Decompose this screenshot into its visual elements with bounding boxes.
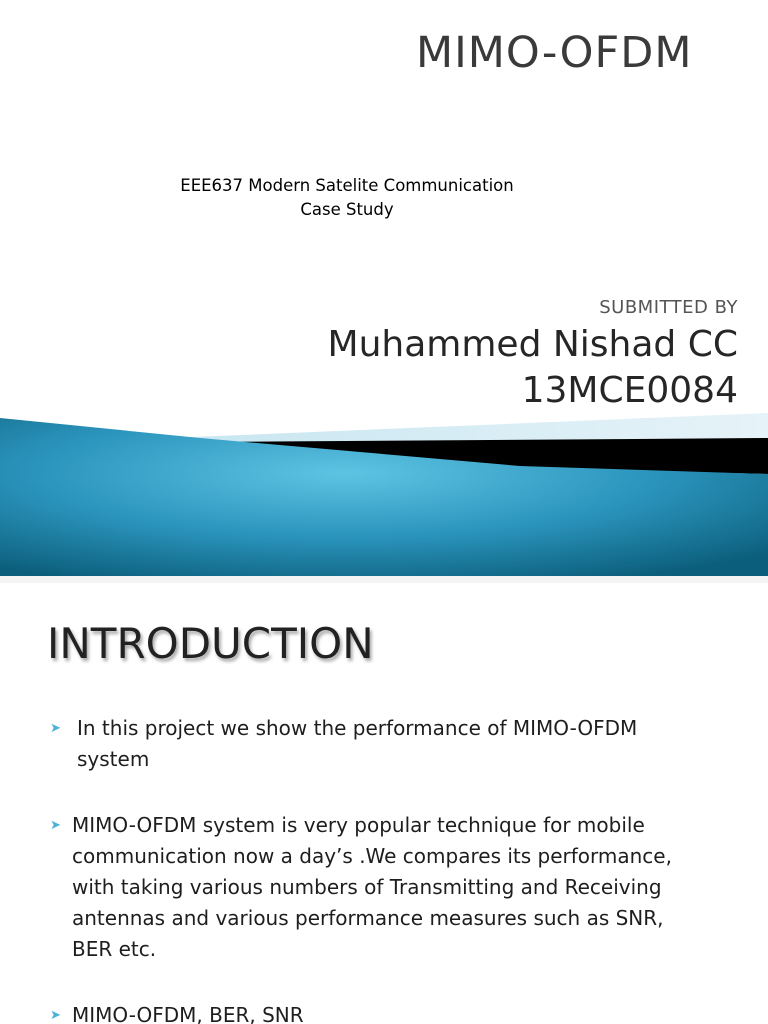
bullet-line: MIMO-OFDM, BER, SNR [72, 1003, 304, 1024]
bullet-line: with taking various numbers of Transmitting and Receiving [72, 875, 662, 899]
course-line-1: EEE637 Modern Satelite Communication [180, 176, 514, 195]
arrow-bullet-icon: ➤ [50, 818, 61, 833]
author-block [328, 322, 738, 414]
bullet-line: BER etc. [72, 937, 157, 961]
slide-separator [0, 576, 768, 583]
author-id: 13MCE0084 [521, 370, 738, 411]
slide-title: MIMO-OFDM [416, 28, 693, 78]
bullet-line: communication now a day’s .We compares its performance, [72, 844, 672, 868]
list-item [48, 1000, 728, 1024]
decorative-banner [0, 408, 768, 576]
author-name: Muhammed Nishad CC [327, 324, 738, 365]
arrow-bullet-icon: ➤ [50, 721, 61, 736]
list-item [48, 713, 728, 775]
introduction-slide [0, 583, 768, 1024]
slide-heading: INTRODUCTION [47, 619, 374, 668]
bullet-line: MIMO-OFDM system is very popular technique for mobile [72, 813, 645, 837]
bullet-line: In this project we show the performance of MIMO-OFDM [77, 716, 638, 740]
bullet-line: antennas and various performance measures such as SNR, [72, 906, 664, 930]
bullet-line: system [77, 747, 150, 771]
bullet-list [48, 713, 728, 1024]
course-info [120, 174, 574, 222]
list-item [48, 810, 728, 965]
arrow-bullet-icon: ➤ [50, 1008, 61, 1023]
course-line-2: Case Study [300, 200, 394, 219]
submitted-by-label: SUBMITTED BY [599, 297, 738, 318]
